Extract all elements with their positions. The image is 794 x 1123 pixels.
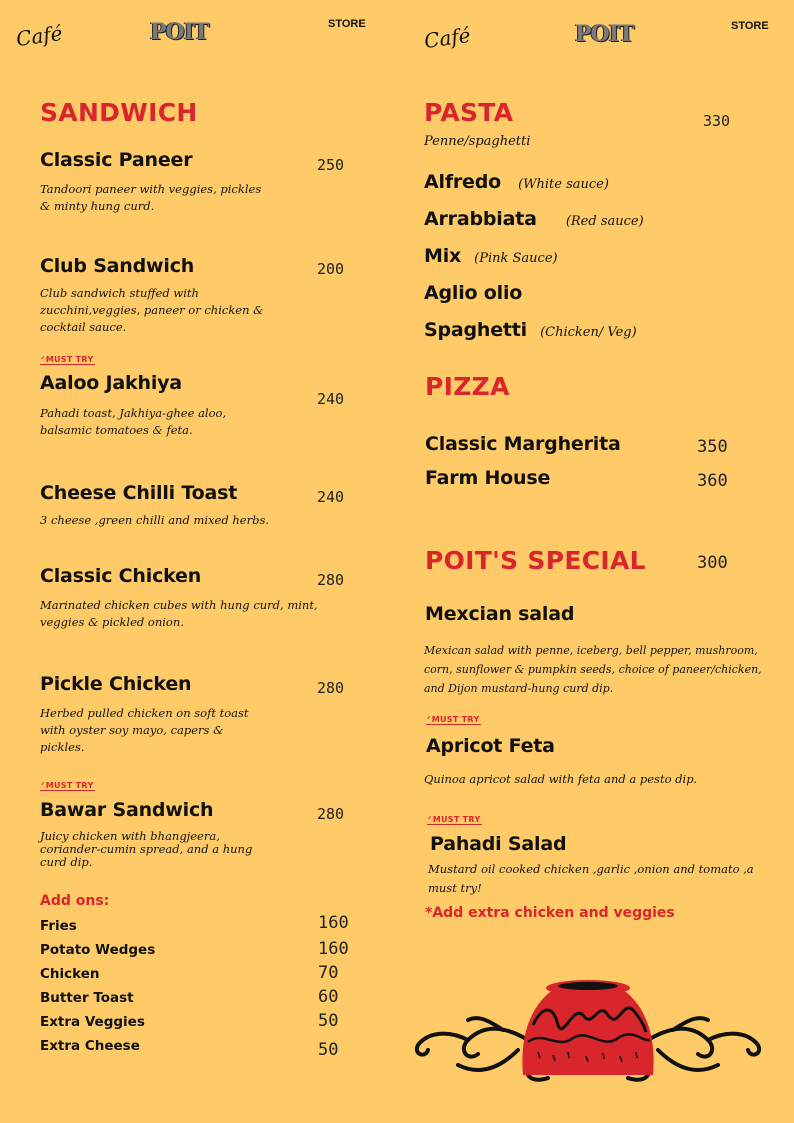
- extra-note: *Add extra chicken and veggies: [425, 905, 675, 921]
- poit-logo: POIT: [150, 19, 209, 45]
- cafe-script-logo-right: Café: [422, 22, 472, 54]
- item-desc: Herbed pulled chicken on soft toast: [40, 706, 249, 720]
- item-desc: Mustard oil cooked chicken ,garlic ,onion and tomato ,a: [428, 862, 754, 876]
- item-desc: and Dijon mustard-hung curd dip.: [424, 682, 614, 695]
- addon-name: Butter Toast: [40, 990, 134, 1006]
- addon-price: 50: [318, 1040, 339, 1060]
- addon-name: Chicken: [40, 966, 100, 982]
- item-desc: Juicy chicken with bhangjeera,: [40, 829, 220, 843]
- item-name: Club Sandwich: [40, 255, 195, 277]
- item-desc: Tandoori paneer with veggies, pickles: [40, 182, 262, 196]
- item-name: Pahadi Salad: [430, 833, 567, 855]
- item-name: Pickle Chicken: [40, 673, 192, 695]
- item-desc: pickles.: [40, 740, 85, 754]
- item-price: 240: [317, 390, 345, 408]
- item-desc: Marinated chicken cubes with hung curd, mint,: [40, 598, 318, 612]
- addon-name: Potato Wedges: [40, 942, 156, 958]
- pasta-subtitle: Penne/spaghetti: [424, 134, 531, 149]
- pasta-price: 330: [703, 112, 731, 130]
- pasta-item: [424, 245, 558, 267]
- item-note: (White sauce): [518, 177, 609, 192]
- addons-title: Add ons:: [40, 893, 110, 909]
- addon-price: 60: [318, 987, 339, 1007]
- item-note: (Red sauce): [565, 214, 644, 229]
- item-name: Alfredo: [424, 171, 501, 193]
- item-price: 250: [317, 156, 345, 174]
- item-name: Classic Chicken: [40, 565, 202, 587]
- item-desc: curd dip.: [40, 855, 93, 869]
- item-name: Aglio olio: [424, 282, 523, 304]
- addon-price: 50: [318, 1011, 339, 1031]
- store-label-right: STORE: [731, 20, 769, 32]
- addon-name: Extra Cheese: [40, 1038, 140, 1054]
- item-desc: cocktail sauce.: [40, 320, 127, 334]
- item-desc: corn, sunflower & pumpkin seeds, choice of paneer/chicken,: [424, 663, 762, 676]
- item-desc: with oyster soy mayo, capers &: [40, 723, 224, 737]
- addon-price: 160: [318, 939, 349, 959]
- item-desc: Quinoa apricot salad with feta and a pesto dip.: [424, 772, 698, 786]
- must-try-badge: ᐟ MUST TRY: [40, 355, 95, 365]
- item-desc: zucchini,veggies, paneer or chicken &: [40, 303, 264, 317]
- item-name: Aaloo Jakhiya: [40, 372, 182, 394]
- item-name: Classic Margherita: [425, 433, 621, 455]
- addon-name: Extra Veggies: [40, 1014, 145, 1030]
- must-try-badge: ᐟ MUST TRY: [426, 715, 481, 725]
- item-name: Cheese Chilli Toast: [40, 482, 238, 504]
- item-desc: balsamic tomatoes & feta.: [40, 423, 193, 437]
- section-title-sandwich: SANDWICH: [40, 98, 198, 127]
- decorative-pot-icon: [408, 970, 768, 1095]
- addon-price: 160: [318, 913, 349, 933]
- addon-name: Fries: [40, 918, 77, 934]
- section-title-special: POIT'S SPECIAL: [425, 546, 646, 575]
- pasta-item: [424, 208, 644, 230]
- poit-logo-right: POIT: [575, 21, 634, 47]
- item-desc: Club sandwich stuffed with: [40, 286, 199, 300]
- section-title-pasta: PASTA: [424, 98, 514, 127]
- item-name: Mexcian salad: [425, 603, 575, 625]
- item-desc: 3 cheese ,green chilli and mixed herbs.: [40, 513, 269, 527]
- section-title-pizza: PIZZA: [425, 372, 510, 401]
- item-price: 280: [317, 679, 345, 697]
- item-desc: veggies & pickled onion.: [40, 615, 184, 629]
- pasta-item: [424, 282, 522, 304]
- item-price: 360: [697, 471, 728, 491]
- item-price: 280: [317, 571, 345, 589]
- item-desc: coriander-cumin spread, and a hung: [40, 842, 253, 856]
- cafe-script-logo: Café: [14, 20, 64, 52]
- item-desc: & minty hung curd.: [40, 199, 155, 213]
- item-name: Bawar Sandwich: [40, 799, 214, 821]
- item-price: 240: [317, 488, 345, 506]
- pasta-item: [424, 319, 637, 341]
- item-name: Apricot Feta: [426, 735, 555, 757]
- store-label: STORE: [328, 18, 366, 30]
- item-name: Spaghetti: [424, 319, 527, 341]
- item-price: 350: [697, 437, 728, 457]
- pasta-item: [424, 171, 609, 193]
- item-name: Mix: [424, 245, 462, 267]
- item-note: (Chicken/ Veg): [540, 325, 637, 340]
- item-name: Farm House: [425, 467, 551, 489]
- item-desc: Mexican salad with penne, iceberg, bell pepper, mushroom,: [424, 644, 758, 657]
- item-desc: Pahadi toast, Jakhiya-ghee aloo,: [40, 406, 227, 420]
- must-try-badge: ᐟ MUST TRY: [40, 781, 95, 791]
- item-name: Arrabbiata: [424, 208, 537, 230]
- item-desc: must try!: [428, 881, 482, 895]
- item-price: 280: [317, 805, 345, 823]
- special-price: 300: [697, 553, 728, 573]
- must-try-badge: ᐟ MUST TRY: [427, 815, 482, 825]
- item-name: Classic Paneer: [40, 149, 193, 171]
- item-price: 200: [317, 260, 345, 278]
- addon-price: 70: [318, 963, 339, 983]
- item-note: (Pink Sauce): [474, 251, 558, 266]
